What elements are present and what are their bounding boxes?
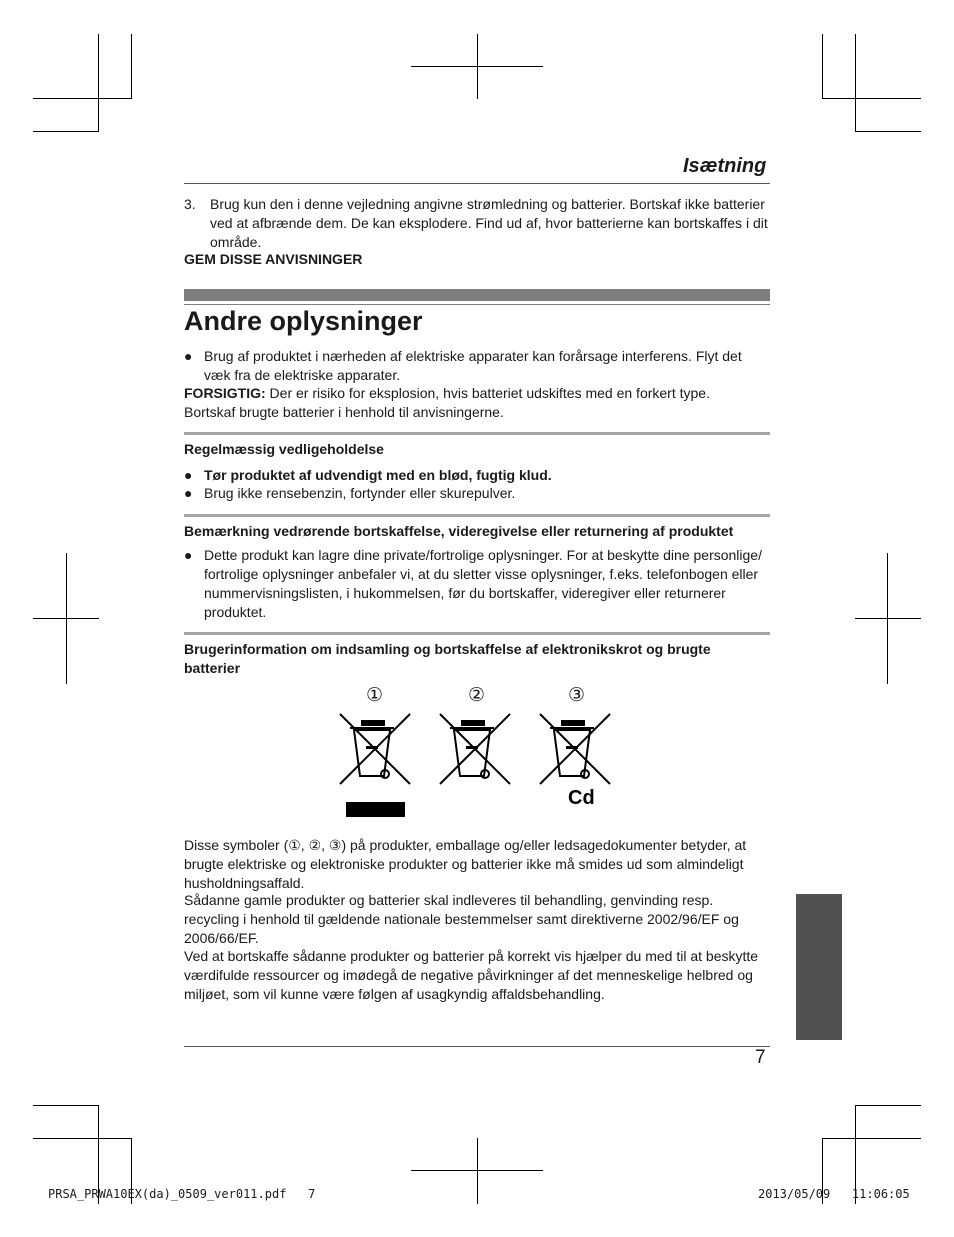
crossed-bin-with-bar-icon — [340, 714, 410, 817]
footer-file-info: PRSA_PRWA10EX(da)_0509_ver011.pdf 7 — [48, 1187, 316, 1201]
crossed-bin-icon — [440, 714, 510, 784]
bullet-icon: ● — [184, 348, 193, 364]
section-bar — [184, 289, 770, 301]
symbol-number: ② — [468, 685, 486, 706]
item-number: 3. — [184, 196, 196, 212]
symbol-number: ③ — [568, 685, 586, 706]
disposal-note-heading: Bemærkning vedrørende bortskaffelse, videregivelse eller returnering af produktet — [184, 523, 734, 539]
caution-text-line2: Bortskaf brugte batterier i henhold til anvisningerne. — [184, 404, 504, 420]
bullet-icon: ● — [184, 467, 193, 483]
footer-timestamp: 2013/05/09 11:06:05 — [758, 1187, 910, 1201]
list-item — [184, 484, 770, 503]
symbols-paragraph: Disse symboler (①, ②, ③) på produkter, emballage og/eller ledsagedokumenter betyder, at brugte elektriske og elektroniske produkter og batterier ikke må smides ud som almindeligt husholdningsaffald. — [184, 837, 747, 891]
maintenance-heading: Regelmæssig vedligeholdelse — [184, 441, 384, 457]
item-text: Brug kun den i denne vejledning angivne strømledning og batterier. Bortskaf ikke batterier ved at afbrænde dem. De kan eksplodere. Find ud af, hvor batterierne kan bortskaffes i dit område. — [210, 196, 768, 250]
recycling-paragraph: Sådanne gamle produkter og batterier skal indleveres til behandling, genvinding resp. recycling i henhold til gældende nationale bestemmelser samt direktiverne 2002/96/EF og 2006/66/EF. — [184, 892, 739, 946]
save-instructions: GEM DISSE ANVISNINGER — [184, 251, 363, 267]
header-rule — [184, 183, 770, 184]
crossed-bin-cd-icon — [540, 714, 610, 784]
list-item-text: Brug ikke rensebenzin, fortynder eller skurepulver. — [204, 485, 516, 501]
user-info-heading: Brugerinformation om indsamling og bortskaffelse af elektronikskrot og brugte batterier — [184, 641, 711, 676]
list-item — [184, 347, 770, 385]
list-item — [184, 466, 770, 485]
bullet-icon: ● — [184, 485, 193, 501]
divider — [184, 632, 770, 635]
caution-note — [184, 384, 770, 422]
bullet-icon: ● — [184, 547, 193, 563]
language-tab — [796, 894, 842, 1040]
page-number: 7 — [755, 1047, 766, 1068]
divider — [184, 514, 770, 517]
section-title: Isætning — [683, 155, 767, 177]
divider — [184, 432, 770, 435]
instruction-item-3 — [184, 195, 770, 252]
benefits-paragraph: Ved at bortskaffe sådanne produkter og batterier på korrekt vis hjælper du med til at beskytte værdifulde ressourcer og imødegå de negative påvirkninger af det menneskelige helbred og miljøet, som vil kunne være følgen af usagkyndig affaldsbehandling. — [184, 948, 759, 1002]
list-item — [184, 546, 770, 622]
cd-label: Cd — [568, 787, 595, 809]
weee-symbols — [330, 708, 620, 820]
symbol-number: ① — [366, 685, 384, 706]
list-item-text: Dette produkt kan lagre dine private/fortrolige oplysninger. For at beskytte dine personlige/ fortrolige oplysninger anbefaler vi, at du sletter visse oplysninger, f.eks. telefonbogen eller nummervisningslisten, i hukommelsen, før du bortskaffer, videregiver eller returnerer produktet. — [204, 547, 762, 620]
footer-rule — [184, 1046, 770, 1047]
caution-text: Der er risiko for eksplosion, hvis batteriet udskiftes med en forkert type. — [265, 385, 710, 401]
list-item-text: Tør produktet af udvendigt med en blød, fugtig klud. — [204, 467, 552, 483]
caution-label: FORSIGTIG: — [184, 385, 266, 401]
list-item-text: Brug af produktet i nærheden af elektriske apparater kan forårsage interferens. Flyt det væk fra de elektriske apparater. — [204, 348, 742, 383]
page-title: Andre oplysninger — [184, 306, 423, 336]
